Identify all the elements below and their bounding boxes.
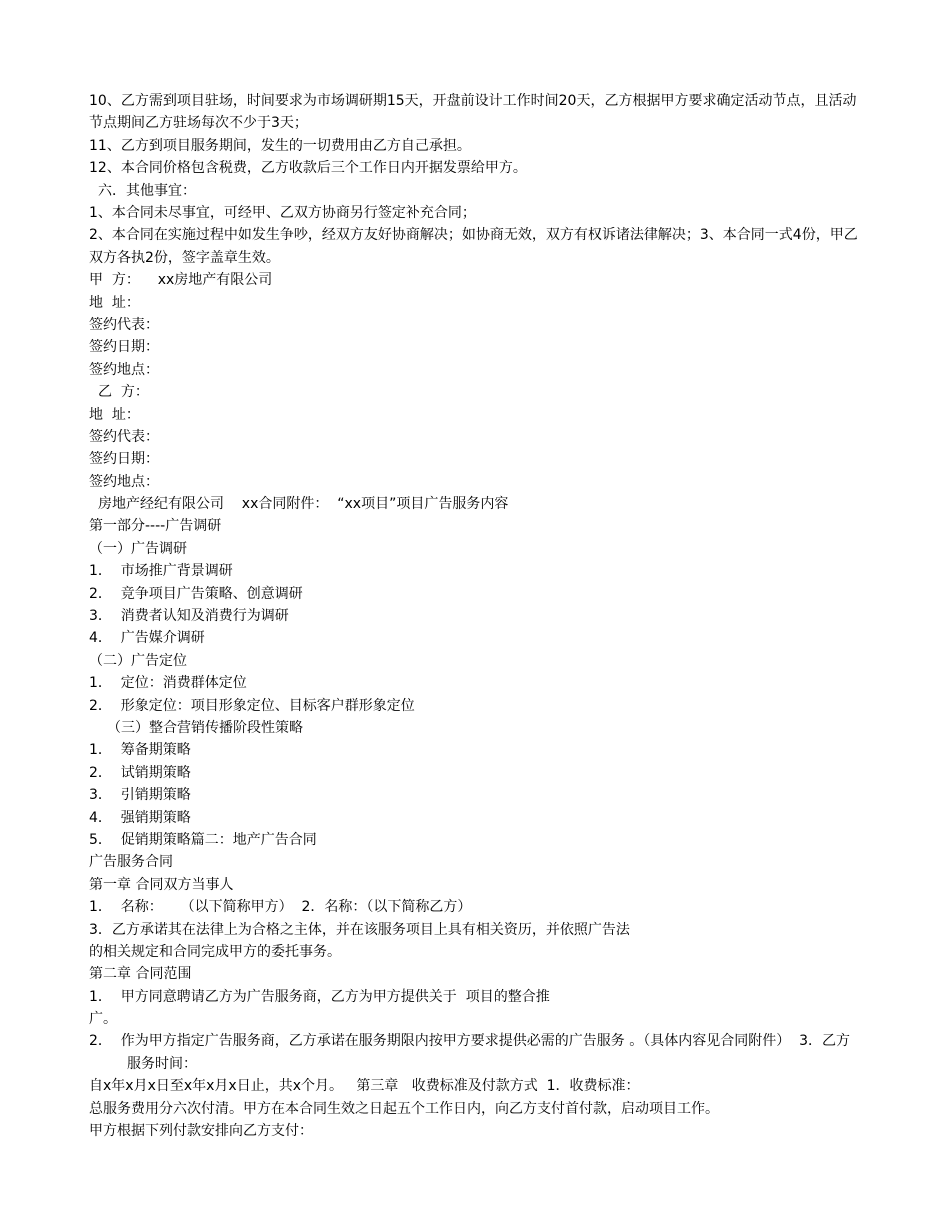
list-item: 3． 引销期策略 — [89, 787, 191, 804]
chapter-2-heading: 第二章 合同范围 — [89, 966, 192, 983]
scope-item-2: 2． 作为甲方指定广告服务商，乙方承诺在服务期限内按甲方要求提供必需的广告服务 。（具体内容见合同附件） 3．乙方服务时间： — [89, 1033, 851, 1072]
party-a-address: 地 址： — [89, 294, 140, 311]
list-item: 5． 促销期策略篇二：地产广告合同 — [89, 831, 317, 848]
party-b-commitment-cont: 的相关规定和合同完成甲方的委托事务。 — [89, 943, 341, 960]
scope-item-1: 1． 甲方同意聘请乙方为广告服务商，乙方为甲方提供关于 项目的整合推 — [89, 988, 550, 1005]
service-period: 自x年x月x日至x年x月x日止，共x个月。 第三章 收费标准及付款方式 1．收费标准： — [89, 1078, 640, 1095]
payment-schedule-intro: 甲方根据下列付款安排向乙方支付： — [89, 1123, 313, 1140]
list-item: 1． 市场推广背景调研 — [89, 563, 233, 580]
party-a-name: 甲 方： xx房地产有限公司 — [89, 272, 273, 289]
party-b-commitment: 3．乙方承诺其在法律上为合格之主体，并在该服务项目上具有相关资历，并依照广告法 — [89, 921, 630, 938]
list-item: 4． 广告媒介调研 — [89, 630, 205, 647]
scope-item-1-cont: 广。 — [89, 1011, 117, 1028]
party-a-place: 签约地点： — [89, 361, 159, 378]
party-a-date: 签约日期： — [89, 339, 159, 356]
section-6-heading: 六．其他事宜： — [98, 182, 196, 199]
list-item: 1． 筹备期策略 — [89, 742, 191, 759]
party-b-name: 乙 方： — [98, 384, 149, 401]
list-item: 2． 试销期策略 — [89, 764, 191, 781]
party-b-address: 地 址： — [89, 406, 140, 423]
subsection-ad-positioning: （二）广告定位 — [89, 652, 187, 669]
document-page — [89, 90, 864, 1142]
party-b-date: 签约日期： — [89, 451, 159, 468]
list-item: 3． 消费者认知及消费行为调研 — [89, 608, 289, 625]
clause-12: 12、本合同价格包含税费，乙方收款后三个工作日内开据发票给甲方。 — [89, 160, 527, 177]
clause-10: 10、乙方需到项目驻场，时间要求为市场调研期15天，开盘前设计工作时间20天，乙方根据甲方要求确定活动节点，且活动节点期间乙方驻场每次不少于3天； — [89, 93, 857, 132]
clause-11: 11、乙方到项目服务期间，发生的一切费用由乙方自己承担。 — [89, 137, 471, 154]
part-1-heading: 第一部分----广告调研 — [89, 518, 222, 535]
chapter-1-heading: 第一章 合同双方当事人 — [89, 876, 234, 893]
party-b-place: 签约地点： — [89, 473, 159, 490]
other-matters-1: 1、本合同未尽事宜，可经甲、乙双方协商另行签定补充合同； — [89, 204, 476, 221]
list-item: 1． 定位：消费群体定位 — [89, 675, 247, 692]
list-item: 4． 强销期策略 — [89, 809, 191, 826]
contract-title: 广告服务合同 — [89, 854, 173, 871]
list-item: 2． 形象定位：项目形象定位、目标客户群形象定位 — [89, 697, 415, 714]
payment-terms: 总服务费用分六次付清。甲方在本合同生效之日起五个工作日内，向乙方支付首付款，启动项目工作。 — [89, 1100, 719, 1117]
attachment-title: 房地产经纪有限公司 xx合同附件： “xx项目”项目广告服务内容 — [98, 496, 509, 513]
party-names: 1． 名称： （以下简称甲方） 2．名称：（以下简称乙方） — [89, 899, 472, 916]
party-a-representative: 签约代表： — [89, 316, 159, 333]
list-item: 2． 竞争项目广告策略、创意调研 — [89, 585, 303, 602]
party-b-representative: 签约代表： — [89, 428, 159, 445]
subsection-ad-research: （一）广告调研 — [89, 540, 187, 557]
other-matters-2: 2、本合同在实施过程中如发生争吵，经双方友好协商解决；如协商无效，双方有权诉诸法律解决；3、本合同一式4份，甲乙双方各执2份，签字盖章生效。 — [89, 227, 858, 266]
subsection-marketing-strategy: （三）整合营销传播阶段性策略 — [107, 720, 303, 736]
